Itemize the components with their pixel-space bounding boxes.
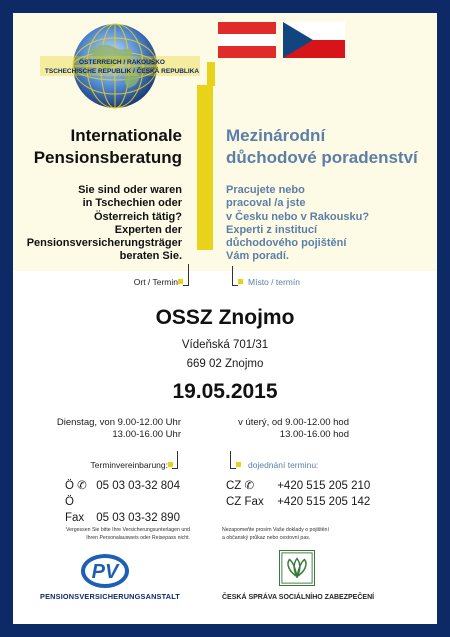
hours-german-line1: Dienstag, von 9.00-12.00 Uhr <box>56 417 181 428</box>
frame-top <box>0 0 450 13</box>
hours-czech-line2: 13.00-16.00 hod <box>279 429 349 440</box>
fax-label-german: Ö Fax <box>65 496 85 524</box>
yellow-square-icon <box>236 462 241 467</box>
intro-german-line: Österreich tätig? <box>93 210 182 223</box>
fax-row-german <box>65 494 180 526</box>
intro-german-line: Pensionsversicherungsträger <box>26 237 182 250</box>
reminder-czech <box>222 527 382 542</box>
intro-german <box>20 184 182 264</box>
city-address: 669 02 Znojmo <box>186 358 264 370</box>
fax-row-czech <box>226 494 370 510</box>
phone-number-german[interactable]: 05 03 03-32 804 <box>96 480 180 492</box>
reminder-czech-line2: a občanský průkaz nebo cestovní pas. <box>222 534 311 541</box>
fax-label-czech: CZ Fax <box>226 496 264 508</box>
contact-german <box>65 478 180 526</box>
yellow-divider-bar <box>197 85 213 250</box>
intro-german-line: in Tschechien oder <box>82 197 182 210</box>
reminder-german-line1: Vergessen Sie bitte Ihre Versicherungsunterlagen und <box>65 527 190 533</box>
globe-graphic <box>30 20 205 110</box>
yellow-square-icon <box>168 462 173 467</box>
appointment-label-czech: dojednání terminu: <box>248 460 319 470</box>
hours-czech <box>229 417 349 441</box>
intro-german-line: Sie sind oder waren <box>78 184 182 196</box>
intro-czech-line: důchodového pojištění <box>226 237 347 250</box>
globe-line1: ÖSTERREICH / RAKOUSKO <box>79 59 165 66</box>
title-czech <box>226 125 436 169</box>
title-czech-line1: Mezinárodní <box>226 126 326 145</box>
fax-number-german[interactable]: 05 03 03-32 890 <box>96 512 180 524</box>
hours-german-line2: 13.00-16.00 Uhr <box>112 429 181 440</box>
phone-row-german <box>65 478 180 494</box>
frame-bottom <box>0 624 450 637</box>
intro-czech <box>226 184 436 264</box>
title-german-line1: Internationale <box>70 126 182 145</box>
phone-number-czech[interactable]: +420 515 205 210 <box>277 480 371 492</box>
intro-czech-line: Experti z institucí <box>226 223 318 236</box>
intro-czech-line: v Česku nebo v Rakousku? <box>226 210 370 223</box>
reminder-german <box>30 527 190 542</box>
title-czech-line2: důchodové poradenství <box>226 148 418 167</box>
yellow-accent-top <box>207 62 215 86</box>
reminder-czech-line1: Nezapomeňte prosím Vaše doklady o pojištění <box>222 527 329 533</box>
bracket-icon <box>183 264 189 286</box>
place-label-czech: Místo / termín <box>248 277 300 287</box>
cssz-org-name: ČESKÁ SPRÁVA SOCIÁLNÍHO ZABEZPEČENÍ <box>222 594 375 601</box>
globe-line2: TSCHECHISCHE REPUBLIK / ČESKÁ REPUBLIKA <box>44 68 200 75</box>
appointment-label-german: Terminvereinbarung: <box>90 460 168 470</box>
hours-czech-line1: v úterý, od 9.00-12.00 hod <box>238 417 349 428</box>
place-label-german: Ort / Termin <box>133 277 178 287</box>
contact-czech <box>226 478 370 510</box>
hours-german <box>20 417 181 441</box>
intro-czech-line: Pracujete nebo <box>226 184 305 196</box>
event-date: 19.05.2015 <box>172 380 278 403</box>
intro-czech-line: Vám poradí. <box>226 250 289 263</box>
intro-german-line: beraten Sie. <box>119 250 182 263</box>
czech-flag <box>283 22 345 58</box>
yellow-square-icon <box>178 279 183 284</box>
pv-logo-text: PV <box>91 561 119 583</box>
office-name: OSSZ Znojmo <box>155 306 295 329</box>
title-german <box>20 125 182 169</box>
phone-label-czech: CZ ✆ <box>226 480 255 492</box>
street-address: Vídeňská 701/31 <box>181 339 269 351</box>
pv-org-name: PENSIONSVERSICHERUNGSANSTALT <box>40 592 180 601</box>
austria-flag <box>218 22 276 58</box>
intro-czech-line: pracoval /a jste <box>226 197 306 210</box>
pv-logo-icon <box>80 553 130 589</box>
yellow-square-icon <box>238 279 243 284</box>
title-german-line2: Pensionsberatung <box>33 148 182 167</box>
reminder-german-line2: Ihren Personalausweis oder Reisepass nicht. <box>86 534 190 541</box>
fax-number-czech[interactable]: +420 515 205 142 <box>277 496 371 508</box>
cssz-logo-icon <box>279 550 315 586</box>
phone-label-german: Ö ✆ <box>65 480 87 492</box>
intro-german-line: Experten der <box>114 223 182 236</box>
phone-row-czech <box>226 478 370 494</box>
